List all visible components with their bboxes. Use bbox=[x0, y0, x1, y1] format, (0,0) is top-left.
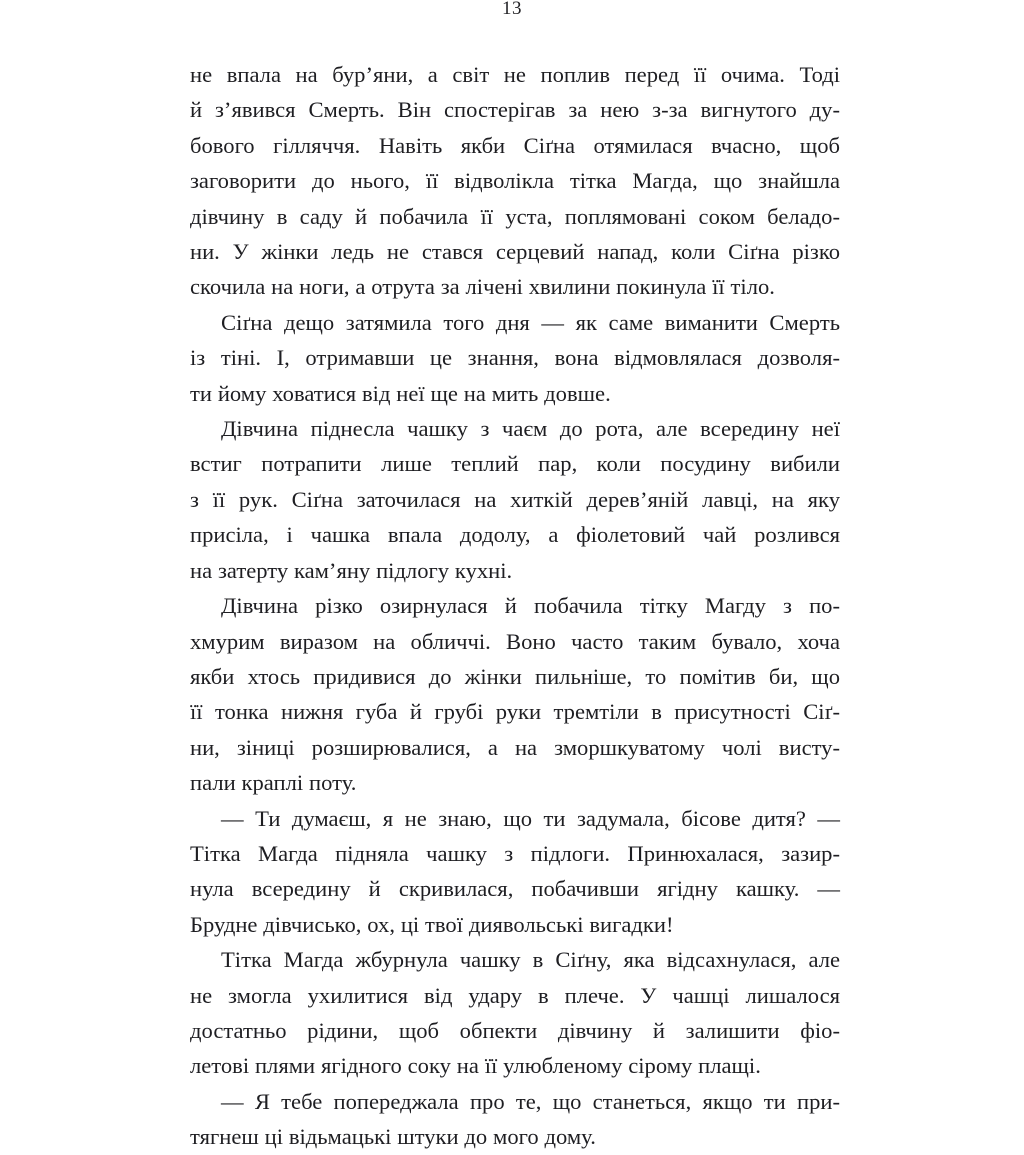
text-line: ни, зіниці розширювалися, а на зморшкуватому чолі висту- bbox=[190, 734, 840, 760]
text-line: Дівчина різко озирнулася й побачила тітку Магду з по- bbox=[221, 593, 840, 619]
paragraph bbox=[190, 305, 840, 411]
paragraph bbox=[190, 57, 840, 305]
text-line: встиг потрапити лише теплий пар, коли посудину вибили bbox=[190, 451, 840, 477]
paragraph bbox=[190, 1084, 840, 1155]
text-line: хмурим виразом на обличчі. Воно часто таким бувало, хоча bbox=[190, 628, 840, 654]
text-line: заговорити до нього, її відволікла тітка Магда, що знайшла bbox=[190, 168, 840, 194]
text-line: на затерту кам’яну підлогу кухні. bbox=[190, 557, 513, 583]
text-line: ти йому ховатися від неї ще на мить довше. bbox=[190, 380, 611, 406]
text-line: летові плями ягідного соку на її улюбленому сірому плащі. bbox=[190, 1053, 761, 1079]
text-line: скочила на ноги, а отрута за лічені хвилини покинула її тіло. bbox=[190, 274, 775, 300]
text-line: — Я тебе попереджала про те, що станеться, якщо ти при- bbox=[221, 1088, 840, 1114]
paragraph bbox=[190, 801, 840, 943]
text-line: Дівчина піднесла чашку з чаєм до рота, але всередину неї bbox=[221, 416, 840, 442]
text-line: Тітка Магда жбурнула чашку в Сіґну, яка відсахнулася, але bbox=[221, 947, 840, 973]
paragraph bbox=[190, 942, 840, 1084]
text-line: дівчину в саду й побачила її уста, поплямовані соком беладо- bbox=[190, 203, 840, 229]
text-line: ни. У жінки ледь не стався серцевий напад, коли Сіґна різко bbox=[190, 239, 840, 265]
page-folio-number: 13 bbox=[502, 0, 522, 19]
text-line: її тонка нижня губа й грубі руки тремтіли в присутності Сіґ- bbox=[190, 699, 840, 725]
text-line: — Ти думаєш, я не знаю, що ти задумала, бісове дитя? — bbox=[221, 805, 840, 831]
paragraph bbox=[190, 411, 840, 588]
text-line: й з’явився Смерть. Він спостерігав за нею з-за вигнутого ду- bbox=[190, 97, 840, 123]
text-line: достатньо рідини, щоб обпекти дівчину й залишити фіо- bbox=[190, 1017, 840, 1043]
text-line: з її рук. Сіґна заточилася на хиткій дерев’яній лавці, на яку bbox=[190, 486, 840, 512]
paragraph bbox=[190, 588, 840, 800]
page-text-block bbox=[190, 57, 840, 1155]
text-line: не впала на бур’яни, а світ не поплив перед її очима. Тоді bbox=[190, 62, 840, 87]
text-line: бового гілляччя. Навіть якби Сіґна отямилася вчасно, щоб bbox=[190, 132, 840, 158]
text-line: тягнеш ці відьмацькі штуки до мого дому. bbox=[190, 1124, 596, 1150]
text-line: із тіні. І, отримавши це знання, вона відмовлялася дозволя- bbox=[190, 345, 840, 371]
text-line: Тітка Магда підняла чашку з підлоги. Принюхалася, зазир- bbox=[190, 840, 840, 866]
text-line: нула всередину й скривилася, побачивши ягідну кашку. — bbox=[190, 876, 840, 902]
text-line: не змогла ухилитися від удару в плече. У чашці лишалося bbox=[190, 982, 840, 1008]
text-line: присіла, і чашка впала додолу, а фіолетовий чай розлився bbox=[190, 522, 840, 548]
text-line: якби хтось придивися до жінки пильніше, то помітив би, що bbox=[190, 663, 840, 689]
text-line: Брудне дівчисько, ох, ці твої диявольські вигадки! bbox=[190, 911, 674, 937]
text-line: Сіґна дещо затямила того дня — як саме виманити Смерть bbox=[221, 309, 840, 335]
text-line: пали краплі поту. bbox=[190, 770, 357, 796]
